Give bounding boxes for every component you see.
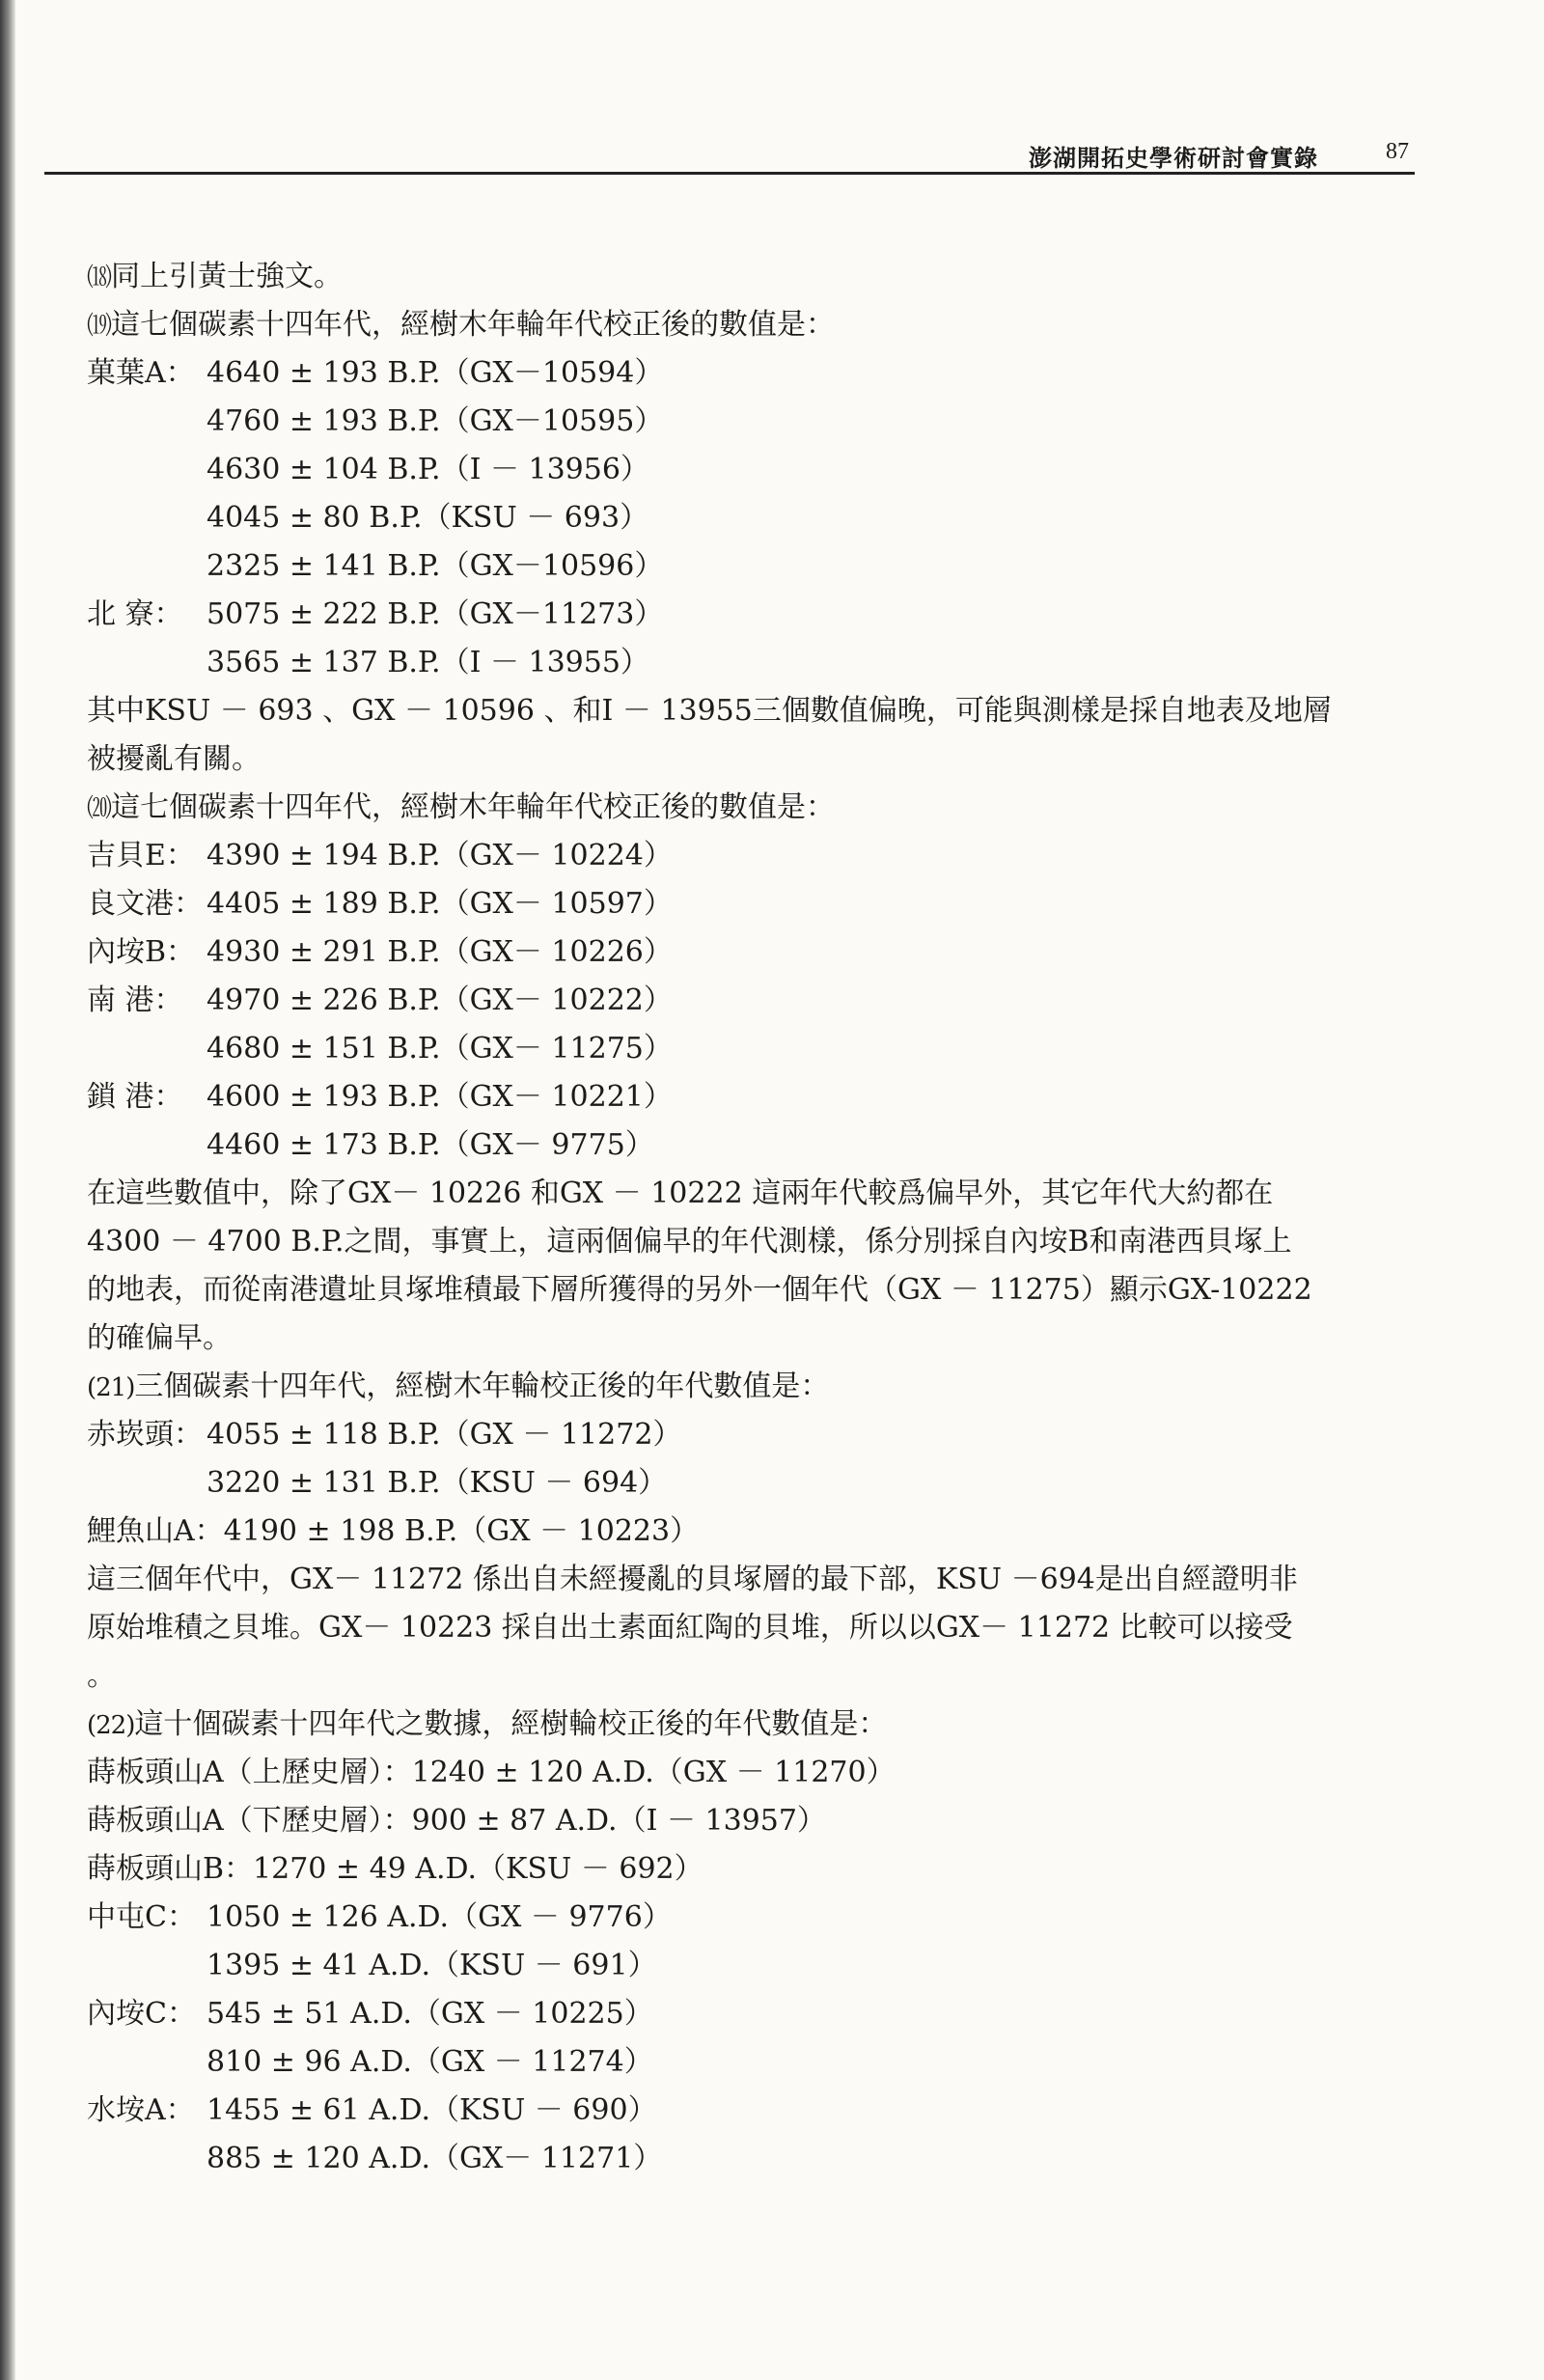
note-21-closing (87, 1556, 1419, 1604)
date-row (87, 1749, 1419, 1797)
note-text: 的確偏早。 (87, 1321, 232, 1355)
page-number: 87 (1386, 139, 1409, 164)
date-value: 4680 ± 151 B.P.（GX－ 11275） (207, 1032, 673, 1065)
site-label (87, 639, 207, 687)
note-text: 被擾亂有關。 (87, 742, 261, 776)
running-header (44, 131, 1415, 175)
note-text: 原始堆積之貝堆。GX－ 10223 採自出土素面紅陶的貝堆，所以以GX－ 11272 比較可以接受 (87, 1611, 1293, 1645)
date-row (87, 1845, 1419, 1894)
date-value: 4055 ± 118 B.P.（GX － 11272） (207, 1418, 682, 1452)
site-label: 中屯C： (87, 1900, 196, 1934)
date-value: 4930 ± 291 B.P.（GX－ 10226） (207, 935, 673, 969)
site-label (87, 542, 207, 591)
date-row (87, 2135, 1419, 2183)
date-row (87, 832, 1419, 880)
note-22-intro (87, 1701, 1419, 1749)
date-row (87, 542, 1419, 591)
site-label: 內垵B： (87, 935, 196, 969)
note-number: ⒇ (87, 794, 112, 823)
note-19-closing (87, 735, 1419, 784)
site-label: 蒔板頭山B： (87, 1852, 254, 1886)
date-row (87, 398, 1419, 446)
date-value: 4630 ± 104 B.P.（I － 13956） (207, 453, 649, 486)
date-row (87, 591, 1419, 639)
note-20-closing (87, 1266, 1419, 1315)
note-text: 。 (87, 1659, 116, 1693)
date-value: 1050 ± 126 A.D.（GX － 9776） (207, 1900, 672, 1934)
date-row (87, 1942, 1419, 1990)
site-label: 菓葉A： (87, 356, 195, 390)
date-value: 545 ± 51 A.D.（GX － 10225） (207, 1997, 653, 2031)
page-binding-shadow (0, 0, 15, 2380)
date-value: 4405 ± 189 B.P.（GX－ 10597） (207, 887, 673, 921)
date-row (87, 880, 1419, 928)
site-label: 鎖 港： (87, 1080, 183, 1114)
note-text: 三個碳素十四年代，經樹木年輪校正後的年代數值是： (134, 1370, 830, 1403)
date-row (87, 977, 1419, 1025)
note-text: 4300 － 4700 B.P.之間，事實上，這兩個偏早的年代測樣，係分別採自內垵B和南港西貝塚上 (87, 1225, 1292, 1259)
site-label: 赤崁頭： (87, 1418, 203, 1452)
note-text: 這七個碳素十四年代，經樹木年輪年代校正後的數值是： (111, 790, 836, 824)
date-value: 5075 ± 222 B.P.（GX－11273） (207, 597, 664, 631)
site-label: 鯉魚山A： (87, 1514, 224, 1548)
date-row (87, 1459, 1419, 1508)
date-value: 4970 ± 226 B.P.（GX－ 10222） (207, 983, 673, 1017)
note-20-closing (87, 1170, 1419, 1218)
date-row (87, 1894, 1419, 1942)
date-row (87, 1025, 1419, 1073)
date-row (87, 1508, 1419, 1556)
date-row (87, 1797, 1419, 1845)
date-value: 1455 ± 61 A.D.（KSU － 690） (207, 2093, 657, 2127)
site-label: 蒔板頭山A（上歷史層）： (87, 1756, 412, 1789)
site-label (87, 446, 207, 494)
site-label (87, 1942, 207, 1990)
date-row (87, 2087, 1419, 2135)
date-value: 1395 ± 41 A.D.（KSU － 691） (207, 1949, 657, 1982)
note-number: ⒅ (87, 263, 112, 292)
note-number: (22) (87, 1711, 135, 1740)
date-value: 1270 ± 49 A.D.（KSU － 692） (253, 1852, 703, 1886)
site-label (87, 1121, 207, 1170)
note-text: 這十個碳素十四年代之數據，經樹輪校正後的年代數值是： (134, 1707, 888, 1741)
date-value: 4390 ± 194 B.P.（GX－ 10224） (207, 839, 673, 872)
note-21-closing (87, 1652, 1419, 1701)
note-20-closing (87, 1218, 1419, 1266)
site-label: 吉貝E： (87, 839, 195, 872)
site-label (87, 1459, 207, 1508)
date-value: 4600 ± 193 B.P.（GX－ 10221） (207, 1080, 673, 1114)
date-row (87, 639, 1419, 687)
site-label: 蒔板頭山A（下歷史層）： (87, 1804, 412, 1838)
date-value: 810 ± 96 A.D.（GX － 11274） (207, 2045, 653, 2079)
note-text: 這七個碳素十四年代，經樹木年輪年代校正後的數值是： (111, 308, 836, 342)
site-label: 水垵A： (87, 2093, 195, 2127)
note-number: (21) (87, 1373, 135, 1402)
note-21-intro (87, 1363, 1419, 1411)
date-row (87, 494, 1419, 542)
note-text: 的地表，而從南港遺址貝塚堆積最下層所獲得的另外一個年代（GX － 11275）顯示GX-10222 (87, 1273, 1312, 1307)
date-value: 4045 ± 80 B.P.（KSU － 693） (207, 501, 649, 535)
note-text: 其中KSU － 693 、GX － 10596 、和I － 13955三個數值偏晚，可能與測樣是採自地表及地層 (87, 694, 1332, 728)
footnotes-body (87, 253, 1419, 2183)
date-value: 3565 ± 137 B.P.（I － 13955） (207, 646, 649, 679)
date-row (87, 349, 1419, 398)
site-label: 內垵C： (87, 1997, 196, 2031)
note-18 (87, 253, 1419, 301)
date-row (87, 1073, 1419, 1121)
date-value: 900 ± 87 A.D.（I － 13957） (411, 1804, 826, 1838)
site-label (87, 2038, 207, 2087)
note-20-closing (87, 1315, 1419, 1363)
site-label: 北 寮： (87, 597, 183, 631)
date-value: 3220 ± 131 B.P.（KSU － 694） (207, 1466, 668, 1500)
note-19-intro (87, 301, 1419, 349)
date-row (87, 446, 1419, 494)
note-text: 同上引黃士強文。 (111, 260, 344, 293)
note-text: 在這些數值中，除了GX－ 10226 和GX － 10222 這兩年代較爲偏早外，其它年代大約都在 (87, 1176, 1274, 1210)
note-19-closing (87, 687, 1419, 735)
date-row (87, 928, 1419, 977)
site-label (87, 494, 207, 542)
site-label (87, 1025, 207, 1073)
date-value: 4640 ± 193 B.P.（GX－10594） (207, 356, 664, 390)
date-row (87, 1411, 1419, 1459)
date-value: 4190 ± 198 B.P.（GX － 10223） (223, 1514, 700, 1548)
note-21-closing (87, 1604, 1419, 1652)
note-text: 這三個年代中，GX－ 11272 係出自未經擾亂的貝塚層的最下部，KSU －694是出自經證明非 (87, 1563, 1298, 1596)
date-value: 4460 ± 173 B.P.（GX－ 9775） (207, 1128, 654, 1162)
date-row (87, 2038, 1419, 2087)
site-label (87, 2135, 207, 2183)
date-row (87, 1990, 1419, 2038)
date-value: 885 ± 120 A.D.（GX－ 11271） (207, 2142, 663, 2175)
site-label: 良文港： (87, 887, 203, 921)
date-row (87, 1121, 1419, 1170)
site-label: 南 港： (87, 983, 183, 1017)
site-label (87, 398, 207, 446)
date-value: 2325 ± 141 B.P.（GX－10596） (207, 549, 664, 583)
date-value: 1240 ± 120 A.D.（GX － 11270） (411, 1756, 896, 1789)
date-value: 4760 ± 193 B.P.（GX－10595） (207, 404, 664, 438)
note-20-intro (87, 784, 1419, 832)
header-title: 澎湖開拓史學術研討會實錄 (1029, 144, 1318, 172)
note-number: ⒆ (87, 312, 112, 341)
